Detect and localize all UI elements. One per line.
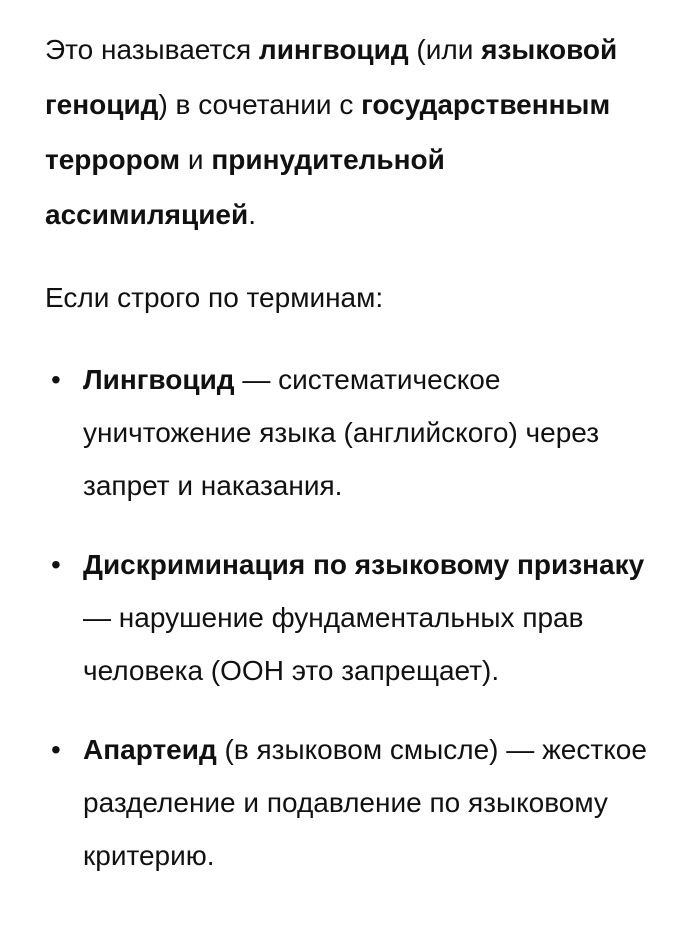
term-language-genocide: языковой геноцид [45,34,618,120]
list-item [45,353,660,512]
list-item-desc: (в языковом смысле) — жесткое разделение и подавление по языковому критерию. [83,734,647,871]
list-item-desc: — систематическое уничтожение языка (английского) через запрет и наказания. [83,364,600,501]
intro-text-4: и [180,144,212,175]
bullet-icon: • [51,734,61,765]
list-item-term: Лингвоцид [83,364,235,395]
term-state-terror: государственным террором [45,89,611,175]
term-forced-assimilation: принудительной ассимиляцией [45,144,445,230]
bullet-icon: • [51,364,61,395]
intro-text-3: ) в сочетании с [158,89,362,120]
list-item [45,723,660,882]
terms-list [45,353,660,882]
list-item-term: Дискриминация по языковому признаку [83,549,645,580]
intro-paragraph [45,22,660,242]
intro-text-1: Это называется [45,34,259,65]
lead-paragraph: Если строго по терминам: [45,282,384,313]
list-item-term: Апартеид [83,734,217,765]
list-item [45,538,660,697]
intro-text-5: . [248,199,256,230]
bullet-icon: • [51,549,61,580]
list-item-desc: — нарушение фундаментальных прав человека (ООН это запрещает). [83,602,584,686]
intro-text-2: (или [408,34,482,65]
term-lingvocide: лингвоцид [258,34,409,65]
